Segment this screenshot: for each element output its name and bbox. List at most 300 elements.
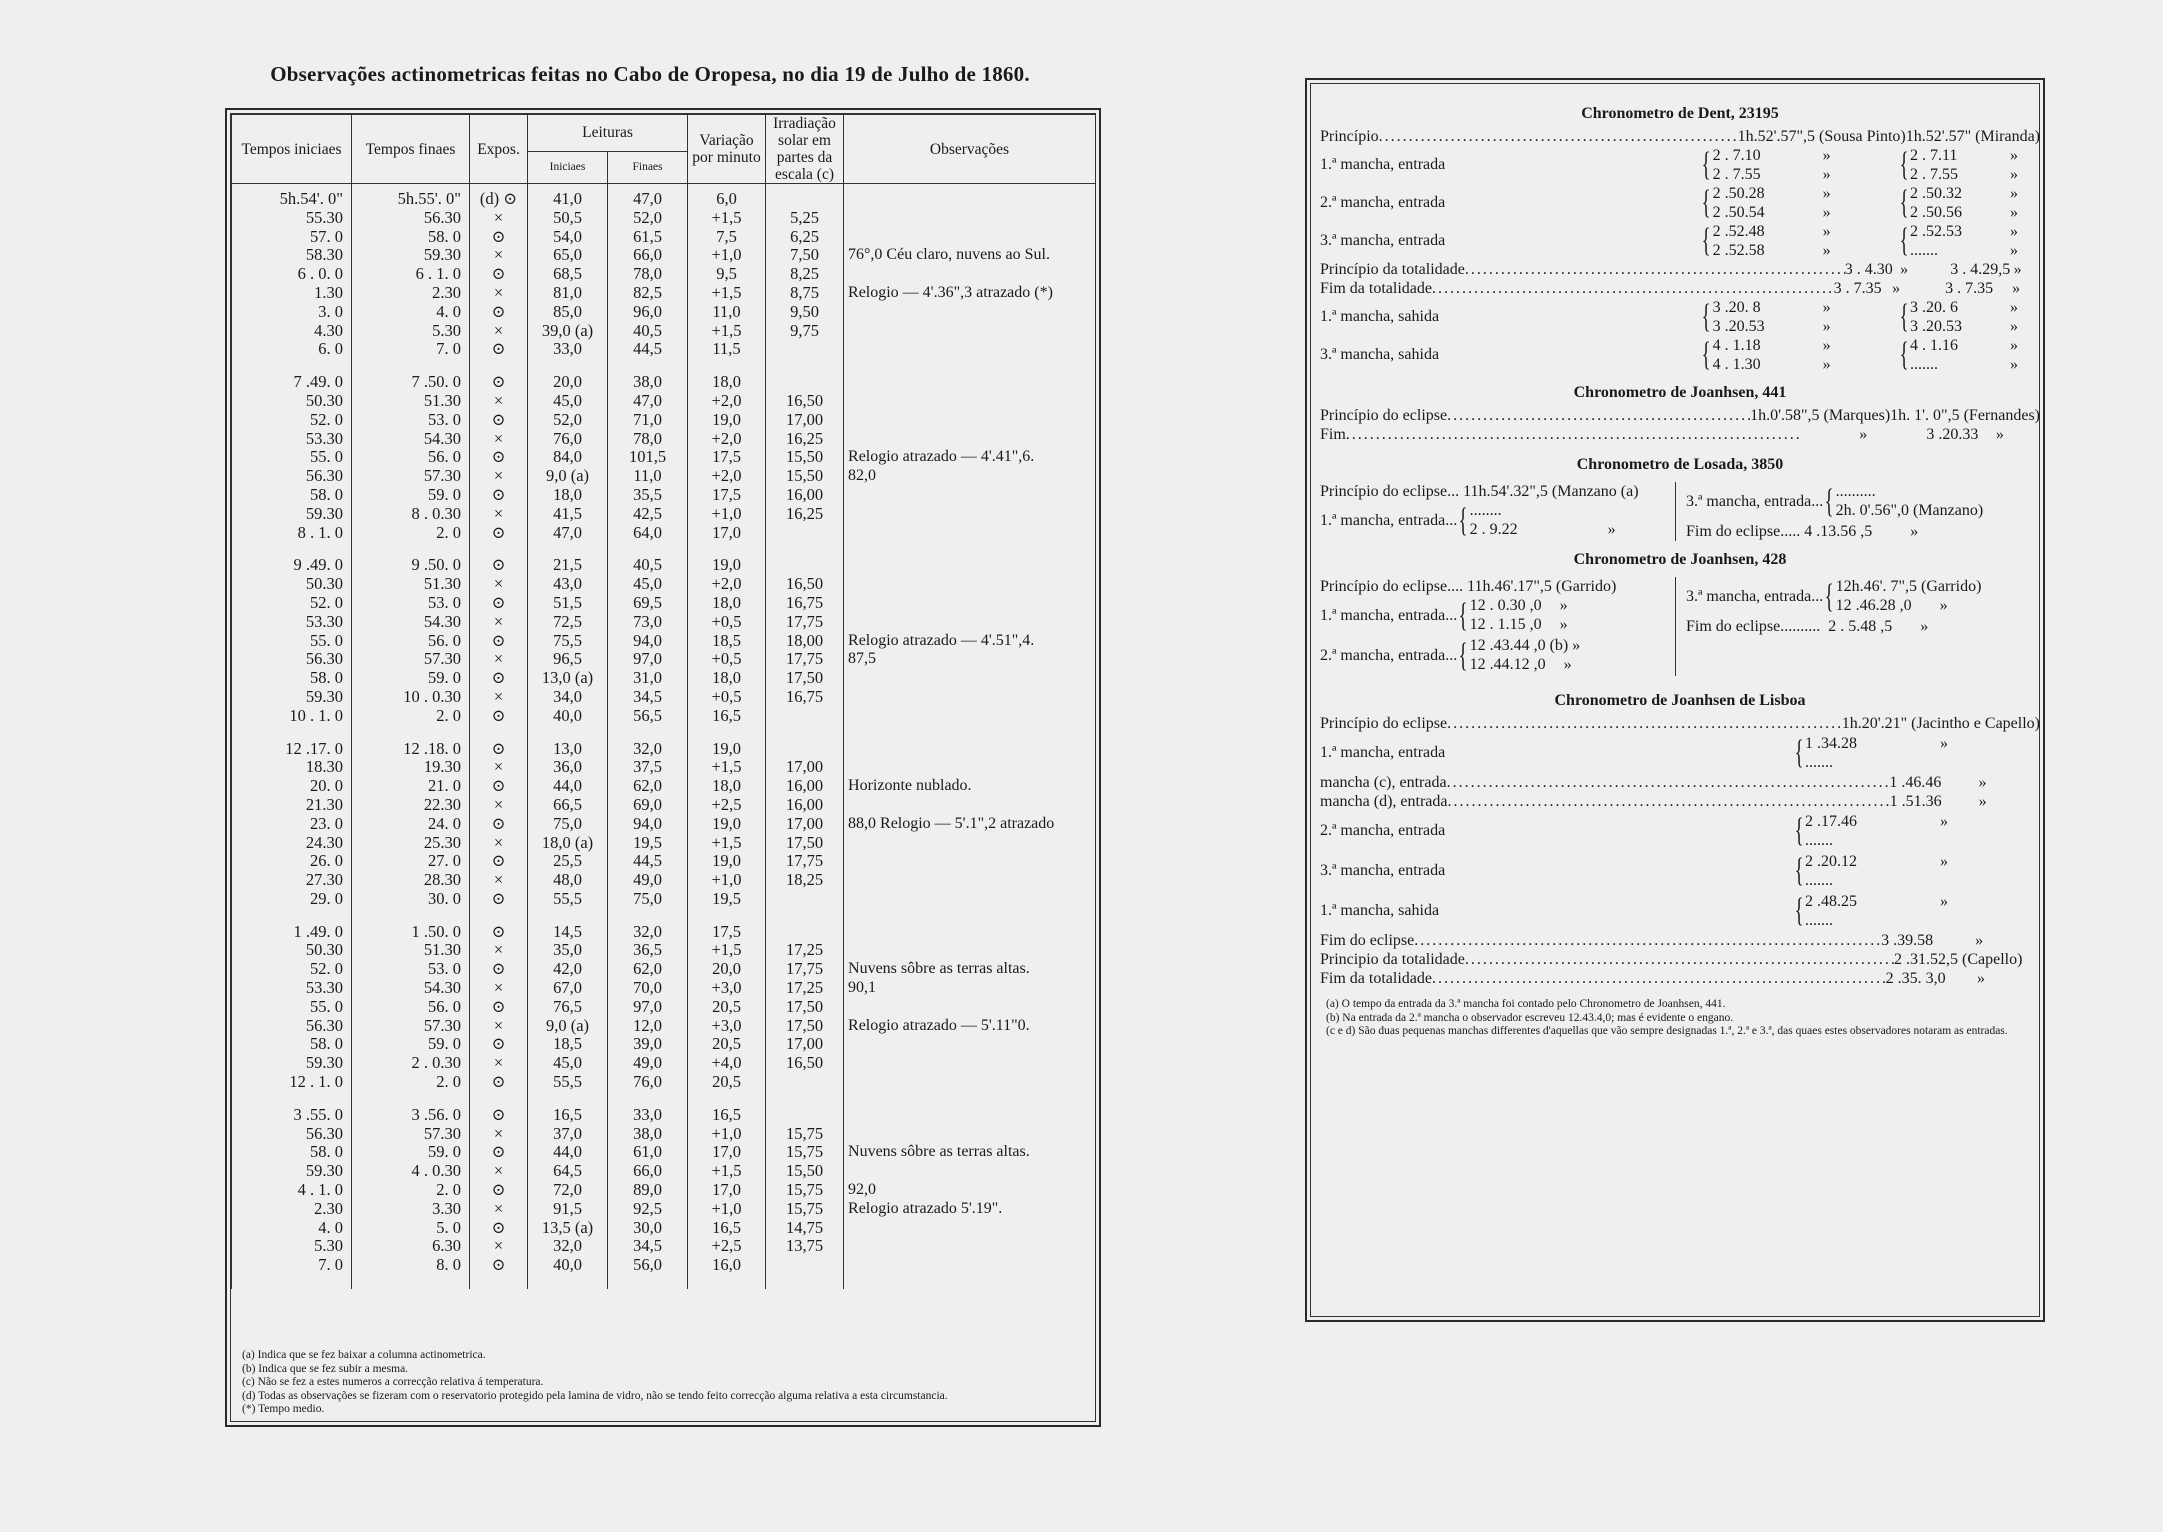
dent-totalidade-fim: Fim da totalidade ..... 3 . 7.35 » 3 . 7.35 » [1320, 279, 2040, 298]
brace-icon: { [1794, 812, 1804, 849]
time-value: 2 .50.54 [1712, 204, 1765, 221]
table-cell: 96,5 [528, 650, 608, 669]
time-value: 4 . 1.30 [1712, 356, 1761, 373]
table-cell: 76,0 [528, 430, 608, 449]
table-cell: 50.30 [232, 941, 352, 960]
table-cell: 84,0 [528, 448, 608, 467]
header-expos: Expos. [470, 115, 528, 184]
dent-braced-row [1320, 222, 2040, 260]
row-label: 1.ª mancha, sahida [1320, 902, 1440, 919]
table-cell: × [470, 871, 528, 890]
table-cell: +1,5 [688, 941, 766, 960]
table-row [232, 923, 1096, 942]
table-cell: 35,5 [608, 486, 688, 505]
table-row [232, 228, 1096, 247]
table-cell: 21.30 [232, 796, 352, 815]
table-cell: 82,0 [844, 467, 1096, 486]
table-cell: +2,0 [688, 467, 766, 486]
table-cell: ⊙ [470, 1256, 528, 1275]
row-label: 3.ª mancha, entrada [1320, 862, 1446, 879]
ditto-mark: » [2010, 204, 2018, 221]
table-cell: 75,0 [608, 890, 688, 909]
time-value: 2 . 7.11 [1910, 147, 1958, 164]
table-row [232, 448, 1096, 467]
table-cell: 52. 0 [232, 411, 352, 430]
table-cell [844, 834, 1096, 853]
table-cell [766, 707, 844, 726]
dent-principio [1320, 127, 2040, 146]
table-cell: 28.30 [352, 871, 470, 890]
table-cell [766, 556, 844, 575]
table-cell [844, 740, 1096, 759]
table-cell: 88,0 Relogio — 5'.1",2 atrazado [844, 815, 1096, 834]
table-cell: +2,5 [688, 1237, 766, 1256]
table-cell: 59.30 [232, 1162, 352, 1181]
table-cell: 16,0 [688, 1256, 766, 1275]
table-cell [844, 1162, 1096, 1181]
table-cell: 38,0 [608, 373, 688, 392]
ditto-mark: » [1822, 242, 1831, 259]
table-row [232, 430, 1096, 449]
table-cell: 18,5 [528, 1035, 608, 1054]
row-label: 1.ª mancha, entrada [1320, 156, 1446, 173]
table-cell [844, 871, 1096, 890]
table-cell [844, 613, 1096, 632]
table-cell: 56. 0 [352, 998, 470, 1017]
table-cell: 9,5 [688, 265, 766, 284]
table-cell: 56.30 [232, 650, 352, 669]
table-cell: 14,5 [528, 923, 608, 942]
table-cell: 47,0 [608, 392, 688, 411]
table-cell: 52,0 [608, 209, 688, 228]
table-cell: +1,5 [688, 284, 766, 303]
table-cell: × [470, 1237, 528, 1256]
table-cell: 9,50 [766, 303, 844, 322]
table-cell: 17,50 [766, 834, 844, 853]
table-cell: 27. 0 [352, 852, 470, 871]
losada-fim-label: Fim do eclipse..... [1686, 523, 1801, 540]
table-row [232, 632, 1096, 651]
table-cell: 57.30 [352, 467, 470, 486]
table-row [232, 1200, 1096, 1219]
table-cell: 13,0 [528, 740, 608, 759]
table-cell: × [470, 505, 528, 524]
table-cell: × [470, 284, 528, 303]
time-value: 3 .20. 6 [1910, 299, 1958, 316]
table-cell: 56,0 [608, 1256, 688, 1275]
losada-block: Princípio do eclipse... 11h.54'.32",5 (Manzano (a) 1.ª mancha, entrada... { ........ 2 . 9.22 » 3.ª mancha, entrada... { .......... 2h. 0'.56",0 (Manzano) Fim do eclipse..... 4 .13.56 ,5 » [1320, 483, 1984, 540]
time-value: 3 .20. 8 [1712, 299, 1761, 316]
brace-icon: { [1899, 184, 1909, 221]
table-cell: 9,75 [766, 322, 844, 341]
table-cell: 17,5 [688, 448, 766, 467]
table-cell: 64,5 [528, 1162, 608, 1181]
note: (b) Na entrada da 2.ª mancha o observador escreveu 12.43.4,0; mas é evidente o engano. [1326, 1011, 1734, 1024]
ditto-mark: » [1822, 166, 1831, 183]
table-cell: 17,75 [766, 650, 844, 669]
losada-m1-label: 1.ª mancha, entrada... [1320, 512, 1458, 529]
table-cell [844, 209, 1096, 228]
table-cell: 76,0 [608, 1073, 688, 1092]
table-cell: ⊙ [470, 1106, 528, 1125]
table-cell [844, 1125, 1096, 1144]
table-row [232, 688, 1096, 707]
table-cell: 67,0 [528, 979, 608, 998]
row-label: mancha (c), entrada [1320, 774, 1447, 791]
table-cell [844, 1106, 1096, 1125]
table-cell [844, 852, 1096, 871]
table-cell: +1,0 [688, 1200, 766, 1219]
table-cell: 69,0 [608, 796, 688, 815]
table-cell: 17,25 [766, 941, 844, 960]
table-cell: 91,5 [528, 1200, 608, 1219]
table-cell: +2,0 [688, 430, 766, 449]
table-cell: ⊙ [470, 815, 528, 834]
row-label: Fim do eclipse [1320, 932, 1415, 949]
ditto-mark: » [1940, 735, 1948, 752]
table-row [232, 556, 1096, 575]
table-cell: × [470, 650, 528, 669]
table-cell: 6,25 [766, 228, 844, 247]
row-label: 1.ª mancha, sahida [1320, 308, 1440, 325]
table-cell: 25,5 [528, 852, 608, 871]
table-cell: 9,0 (a) [528, 467, 608, 486]
ditto-mark: » [2010, 185, 2018, 202]
table-cell: 58. 0 [232, 1035, 352, 1054]
table-cell: 58. 0 [352, 228, 470, 247]
table-cell: 15,75 [766, 1200, 844, 1219]
table-cell: 51,5 [528, 594, 608, 613]
table-cell: 31,0 [608, 669, 688, 688]
table-cell: 2. 0 [352, 707, 470, 726]
table-cell: 2. 0 [352, 1073, 470, 1092]
header-irradiacao: Irradiação solar em partes da escala (c) [766, 115, 844, 184]
note: (c e d) São duas pequenas manchas differentes d'aquellas que vão sempre designadas 1.ª, 2.ª e 3.ª, das quaes estes observadores notaram as entradas. [1326, 1025, 2008, 1037]
table-cell: 32,0 [528, 1237, 608, 1256]
table-cell: 61,0 [608, 1143, 688, 1162]
table-cell: 57. 0 [232, 228, 352, 247]
table-row [232, 1143, 1096, 1162]
table-cell [844, 575, 1096, 594]
table-cell: Relogio atrazado — 4'.41",6. [844, 448, 1096, 467]
table-cell: 52. 0 [232, 960, 352, 979]
table-cell: 13,5 (a) [528, 1219, 608, 1238]
table-row [232, 322, 1096, 341]
table-cell: 16,5 [528, 1106, 608, 1125]
ditto-mark: » [1822, 337, 1831, 354]
table-cell: 16,00 [766, 486, 844, 505]
table-cell: ⊙ [470, 1143, 528, 1162]
table-cell: +3,0 [688, 1017, 766, 1036]
table-cell: 33,0 [528, 340, 608, 359]
table-cell: 18,0 [688, 594, 766, 613]
table-cell: 5,25 [766, 209, 844, 228]
table-cell: 55,5 [528, 1073, 608, 1092]
table-cell: 16,25 [766, 505, 844, 524]
table-cell: 20,0 [528, 373, 608, 392]
table-cell [844, 505, 1096, 524]
table-row [232, 979, 1096, 998]
table-cell: Relogio atrazado — 4'.51",4. [844, 632, 1096, 651]
group-gap [232, 909, 1096, 923]
dent-sahida-rows [1320, 298, 2040, 374]
table-cell: 17,0 [688, 1143, 766, 1162]
table-row [232, 1035, 1096, 1054]
footnote: (*) Tempo medio. [242, 1403, 325, 1415]
table-cell: ⊙ [470, 960, 528, 979]
table-cell: 58. 0 [232, 669, 352, 688]
table-row [232, 184, 1096, 209]
chronometer-panel [1320, 95, 2040, 1039]
table-cell [844, 184, 1096, 209]
table-row [232, 1256, 1096, 1275]
table-cell: 24.30 [232, 834, 352, 853]
table-cell: 72,5 [528, 613, 608, 632]
table-cell: ⊙ [470, 228, 528, 247]
table-cell [766, 184, 844, 209]
losada-principio-value: 11h.54'.32",5 (Manzano (a) [1463, 483, 1639, 500]
table-cell: 53.30 [232, 979, 352, 998]
table-cell [844, 998, 1096, 1017]
table-cell: × [470, 688, 528, 707]
table-cell: ⊙ [470, 556, 528, 575]
table-cell: ⊙ [470, 707, 528, 726]
table-cell: 17,75 [766, 960, 844, 979]
ditto-mark: » [1975, 932, 1984, 949]
table-cell: 56.30 [232, 467, 352, 486]
table-cell: ⊙ [470, 1219, 528, 1238]
table-cell: 17,00 [766, 1035, 844, 1054]
lisboa-rows [1320, 714, 2040, 988]
table-cell: 43,0 [528, 575, 608, 594]
table-cell: 44,0 [528, 1143, 608, 1162]
table-cell: 38,0 [608, 1125, 688, 1144]
table-cell: +0,5 [688, 613, 766, 632]
table-cell: 51.30 [352, 575, 470, 594]
time-value: 2 . 7.55 [1910, 166, 1958, 183]
table-cell [766, 340, 844, 359]
brace-icon: { [1899, 222, 1909, 259]
table-cell: 40,0 [528, 707, 608, 726]
dent-braced-row [1320, 336, 2040, 374]
lisboa-braced-row [1320, 811, 2040, 851]
left-footnotes [232, 1349, 1092, 1417]
table-cell: 5. 0 [352, 1219, 470, 1238]
dent-mancha-rows [1320, 146, 2040, 260]
table-cell [844, 890, 1096, 909]
table-cell: 39,0 (a) [528, 322, 608, 341]
row-label: Fim da totalidade [1320, 970, 1432, 987]
time-value: 2 .35. 3,0 [1885, 970, 1946, 987]
table-cell: 8 . 1. 0 [232, 524, 352, 543]
table-cell: 16,75 [766, 688, 844, 707]
losada-principio-label: Princípio do eclipse... [1320, 483, 1460, 500]
table-cell [766, 524, 844, 543]
table-cell: 57.30 [352, 1017, 470, 1036]
table-cell: 37,5 [608, 758, 688, 777]
table-cell: 13,75 [766, 1237, 844, 1256]
table-row [232, 960, 1096, 979]
table-cell: 40,5 [608, 556, 688, 575]
table-cell: ⊙ [470, 998, 528, 1017]
table-cell: 1 .50. 0 [352, 923, 470, 942]
table-cell: 16,50 [766, 1054, 844, 1073]
j428-block: Princípio do eclipse.... 11h.46'.17",5 (Garrido) 1.ª mancha, entrada... { 12 . 0.30 ,0 » 12 . 1.15 ,0 » 2.ª mancha, entrada... { 12 .43.44 ,0 (b) » 12 .44.12 ,0 » 3.ª mancha, entrada... { 12h.46'. 7",5 (Garrido) 12 .46.28 ,0 » Fim do eclipse.......... 2 . 5.48 ,5 » [1320, 578, 1982, 674]
table-cell: 6,0 [688, 184, 766, 209]
table-row [232, 505, 1096, 524]
table-cell: 94,0 [608, 815, 688, 834]
time-value: 2 . 7.55 [1712, 166, 1761, 183]
table-row [232, 852, 1096, 871]
table-row [232, 1106, 1096, 1125]
table-cell: 25.30 [352, 834, 470, 853]
table-cell [844, 707, 1096, 726]
table-cell: 58.30 [232, 246, 352, 265]
table-cell: 50,5 [528, 209, 608, 228]
table-cell: 53.30 [232, 613, 352, 632]
table-row [232, 834, 1096, 853]
dent-principio-v2: 1h.52'.57" (Miranda) [1905, 128, 2040, 145]
table-cell [844, 1256, 1096, 1275]
brace-icon: { [1458, 597, 1468, 634]
ditto-mark: » [1977, 970, 1985, 987]
table-cell: 40,0 [528, 1256, 608, 1275]
table-cell: ⊙ [470, 448, 528, 467]
dent-braced-row [1320, 184, 2040, 222]
table-cell: 37,0 [528, 1125, 608, 1144]
table-cell: +2,5 [688, 796, 766, 815]
table-cell [844, 1035, 1096, 1054]
table-cell: ⊙ [470, 669, 528, 688]
table-cell: 47,0 [608, 184, 688, 209]
ditto-mark: » [1822, 185, 1831, 202]
table-cell: +1,5 [688, 209, 766, 228]
table-cell [844, 524, 1096, 543]
table-cell: 17,5 [688, 923, 766, 942]
table-cell: 76,5 [528, 998, 608, 1017]
table-row [232, 575, 1096, 594]
table-cell: +1,5 [688, 834, 766, 853]
table-cell: 62,0 [608, 960, 688, 979]
table-cell: 6. 0 [232, 340, 352, 359]
note: (a) O tempo da entrada da 3.ª mancha foi contado pelo Chronometro de Joanhsen, 441. [1326, 998, 1726, 1010]
table-cell: 41,0 [528, 184, 608, 209]
brace-icon: { [1702, 222, 1711, 259]
row-label: mancha (d), entrada [1320, 793, 1448, 810]
table-cell: Nuvens sôbre as terras altas. [844, 1143, 1096, 1162]
table-row [232, 246, 1096, 265]
brace-icon: { [1899, 336, 1909, 373]
table-cell: 16,5 [688, 1106, 766, 1125]
table-cell: 72,0 [528, 1181, 608, 1200]
table-cell: 75,0 [528, 815, 608, 834]
table-cell: +2,0 [688, 575, 766, 594]
table-cell: +1,0 [688, 1125, 766, 1144]
table-cell: × [470, 613, 528, 632]
table-cell [844, 392, 1096, 411]
table-cell: 73,0 [608, 613, 688, 632]
table-cell: 23. 0 [232, 815, 352, 834]
time-value: 2 . 7.10 [1712, 147, 1761, 164]
table-cell: 97,0 [608, 650, 688, 669]
brace-icon: { [1794, 852, 1804, 889]
table-cell: 17,00 [766, 411, 844, 430]
ditto-mark: » [1822, 318, 1831, 335]
table-cell: 17,0 [688, 1181, 766, 1200]
table-cell: 52. 0 [232, 594, 352, 613]
table-cell: 17,50 [766, 1017, 844, 1036]
table-cell: 68,5 [528, 265, 608, 284]
table-cell: 70,0 [608, 979, 688, 998]
dent-totalidade-principio: Princípio da totalidade ..... 3 . 4.30 » 3 . 4.29,5 » [1320, 260, 2040, 279]
table-cell: 41,5 [528, 505, 608, 524]
table-cell: 32,0 [608, 740, 688, 759]
table-cell: 49,0 [608, 1054, 688, 1073]
table-cell: 19,0 [688, 852, 766, 871]
lisboa-row [1320, 969, 2040, 988]
table-cell: 16,25 [766, 430, 844, 449]
table-cell: 39,0 [608, 1035, 688, 1054]
table-cell: 1 .49. 0 [232, 923, 352, 942]
table-cell: 34,5 [608, 688, 688, 707]
table-cell: 7,50 [766, 246, 844, 265]
observations-body [232, 184, 1096, 1290]
table-cell: 55.30 [232, 209, 352, 228]
table-cell: Relogio atrazado 5'.19". [844, 1200, 1096, 1219]
table-cell: 3 .56. 0 [352, 1106, 470, 1125]
table-cell: +1,5 [688, 322, 766, 341]
time-value: ....... [1805, 912, 1833, 929]
table-cell [844, 1237, 1096, 1256]
table-cell: 19,0 [688, 411, 766, 430]
table-cell [766, 1106, 844, 1125]
ditto-mark: » [1978, 774, 1987, 791]
table-cell: 62,0 [608, 777, 688, 796]
ditto-mark: » [1822, 299, 1831, 316]
table-cell: 66,0 [608, 1162, 688, 1181]
table-cell: 52,0 [528, 411, 608, 430]
time-value: ....... [1910, 356, 1938, 373]
ditto-mark: » [1822, 223, 1831, 240]
table-row [232, 998, 1096, 1017]
ditto-mark: » [2010, 147, 2018, 164]
table-row [232, 1073, 1096, 1092]
table-cell: ⊙ [470, 486, 528, 505]
table-cell: × [470, 979, 528, 998]
row-label: Princípio [1320, 128, 1379, 145]
table-cell: 56,5 [608, 707, 688, 726]
table-cell: Relogio atrazado — 5'.11"0. [844, 1017, 1096, 1036]
ditto-mark: » [1978, 793, 1987, 810]
table-cell: 61,5 [608, 228, 688, 247]
ditto-mark: » [1940, 853, 1948, 870]
lisboa-braced-row [1320, 891, 2040, 931]
table-filler [232, 1275, 1096, 1289]
table-cell: 66,0 [608, 246, 688, 265]
table-row [232, 340, 1096, 359]
table-cell: 54.30 [352, 613, 470, 632]
section-title-dent: Chronometro de Dent, 23195 [1581, 105, 1779, 122]
table-cell: 36,5 [608, 941, 688, 960]
table-cell: × [470, 392, 528, 411]
table-cell: 16,50 [766, 575, 844, 594]
observations-table-frame [225, 108, 1101, 1427]
table-cell: 6 . 0. 0 [232, 265, 352, 284]
row-label: 3.ª mancha, entrada [1320, 232, 1446, 249]
left-page-title: Observações actinometricas feitas no Cabo de Oropesa, no dia 19 de Julho de 1860. [270, 62, 1030, 86]
ditto-mark: » [1822, 356, 1831, 373]
table-cell: 3.30 [352, 1200, 470, 1219]
